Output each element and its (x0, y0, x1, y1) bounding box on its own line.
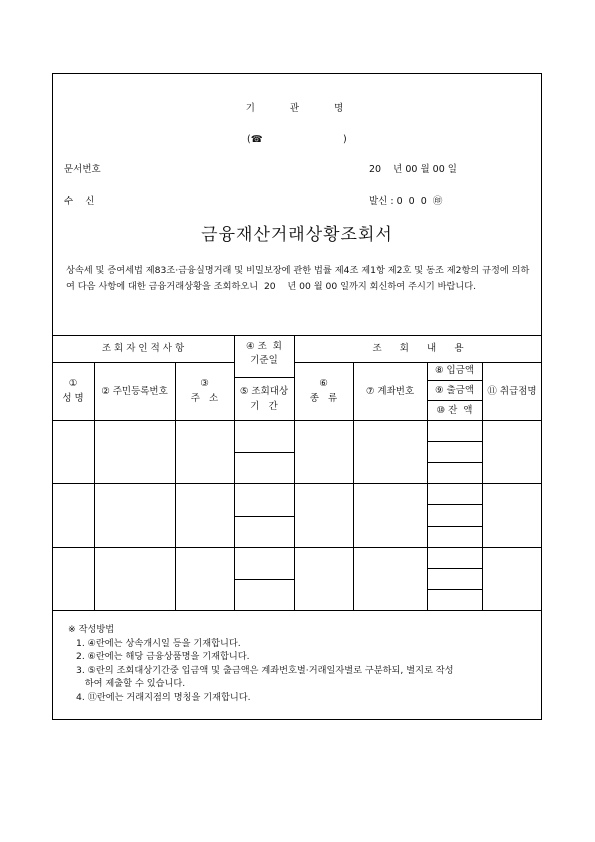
row2-line (52, 547, 542, 548)
deposit-sub-line (427, 380, 482, 381)
amount-sub-line (427, 504, 482, 505)
agency-name: 기 관 명 (245, 103, 350, 114)
col-line-type (353, 362, 354, 610)
col-line-name (94, 362, 95, 610)
period-sub-line (234, 452, 294, 453)
row1-line (52, 483, 542, 484)
col-line-period (294, 335, 295, 610)
period-sub-line (234, 579, 294, 580)
date-text: 20 년 00 월 00 일 (369, 164, 457, 175)
ref-date-label: 기준일 (250, 355, 278, 366)
col-branch-header: ⑪ 취급점명 (487, 386, 537, 397)
sender-text: 발신 : 0 0 0 ㊞ (369, 196, 443, 207)
note-item: 2. ⑥란에는 해당 금융상품명을 기재합니다. (76, 651, 250, 662)
notes-section (68, 623, 454, 704)
table-bottom-line (52, 610, 542, 611)
col-resident-id-header: ② 주민등록번호 (101, 386, 168, 397)
amount-sub-line (427, 568, 482, 569)
col-withdrawal-header: ⑨ 출금액 (434, 385, 475, 396)
note-item: 하여 제출할 수 있습니다. (76, 678, 186, 689)
body-paragraph: 상속세 및 증여세법 제83조·금융실명거래 및 비밀보장에 관한 법률 제4조 제1항 제2호 및 동조 제2항의 규정에 의하여 다음 사항에 대한 금융거래상황을 조회하오니 20 년 00 월 00 일까지 회신하여 주시기 바랍니다. (66, 265, 530, 292)
col-address-header: 주 소 (190, 393, 219, 404)
col-address-number: ③ (200, 378, 209, 389)
col-line-amount (482, 362, 483, 610)
ref-date-number: ④ 조 회 (246, 341, 282, 352)
amount-sub-line (427, 526, 482, 527)
col-name-number: ① (68, 378, 78, 389)
document-title: 금융재산거래상황조회서 (201, 225, 393, 245)
col-balance-header: ⑩ 잔 액 (436, 405, 473, 416)
note-item: 4. ⑪란에는 거래지점의 명칭을 기재합니다. (76, 691, 251, 703)
doc-number-label: 문서번호 (64, 164, 101, 175)
col-type-number: ⑥ (319, 378, 328, 389)
col-period-header: ⑤ 조회대상 (239, 386, 289, 397)
col-line-address (234, 335, 235, 610)
group-person-header: 조 회 자 인 적 사 항 (101, 343, 185, 354)
notes-heading: ※ 작성방법 (68, 624, 115, 635)
col-deposit-header: ⑧ 입금액 (434, 365, 475, 376)
phone-close: ) (343, 134, 347, 145)
amount-sub-line (427, 441, 482, 442)
header-bottom-line (52, 420, 542, 421)
recipient-label: 수 신 (64, 196, 95, 207)
col-type-header: 종 류 (309, 393, 338, 404)
col-account-header: ⑦ 계좌번호 (365, 386, 415, 397)
period-header-line (234, 377, 294, 378)
col-period-header-2: 기 간 (250, 401, 278, 412)
note-item: 1. ④란에는 상속개시일 등을 기재합니다. (76, 637, 241, 649)
note-item: 3. ⑤란의 조회대상기간중 입금액 및 출금액은 계좌번호별·거래일자별로 구분하되, 별지로 작성 (76, 664, 454, 676)
col-line-account (427, 362, 428, 610)
period-sub-line (234, 516, 294, 517)
withdrawal-sub-line (427, 400, 482, 401)
phone-open: (☎ (247, 134, 263, 145)
header-row-line-right (294, 362, 542, 363)
amount-sub-line (427, 589, 482, 590)
amount-sub-line (427, 462, 482, 463)
group-content-header: 조 회 내 용 (372, 343, 464, 354)
header-row-line (52, 362, 234, 363)
col-name-header: 성 명 (62, 393, 84, 404)
table-top-line (52, 335, 542, 336)
